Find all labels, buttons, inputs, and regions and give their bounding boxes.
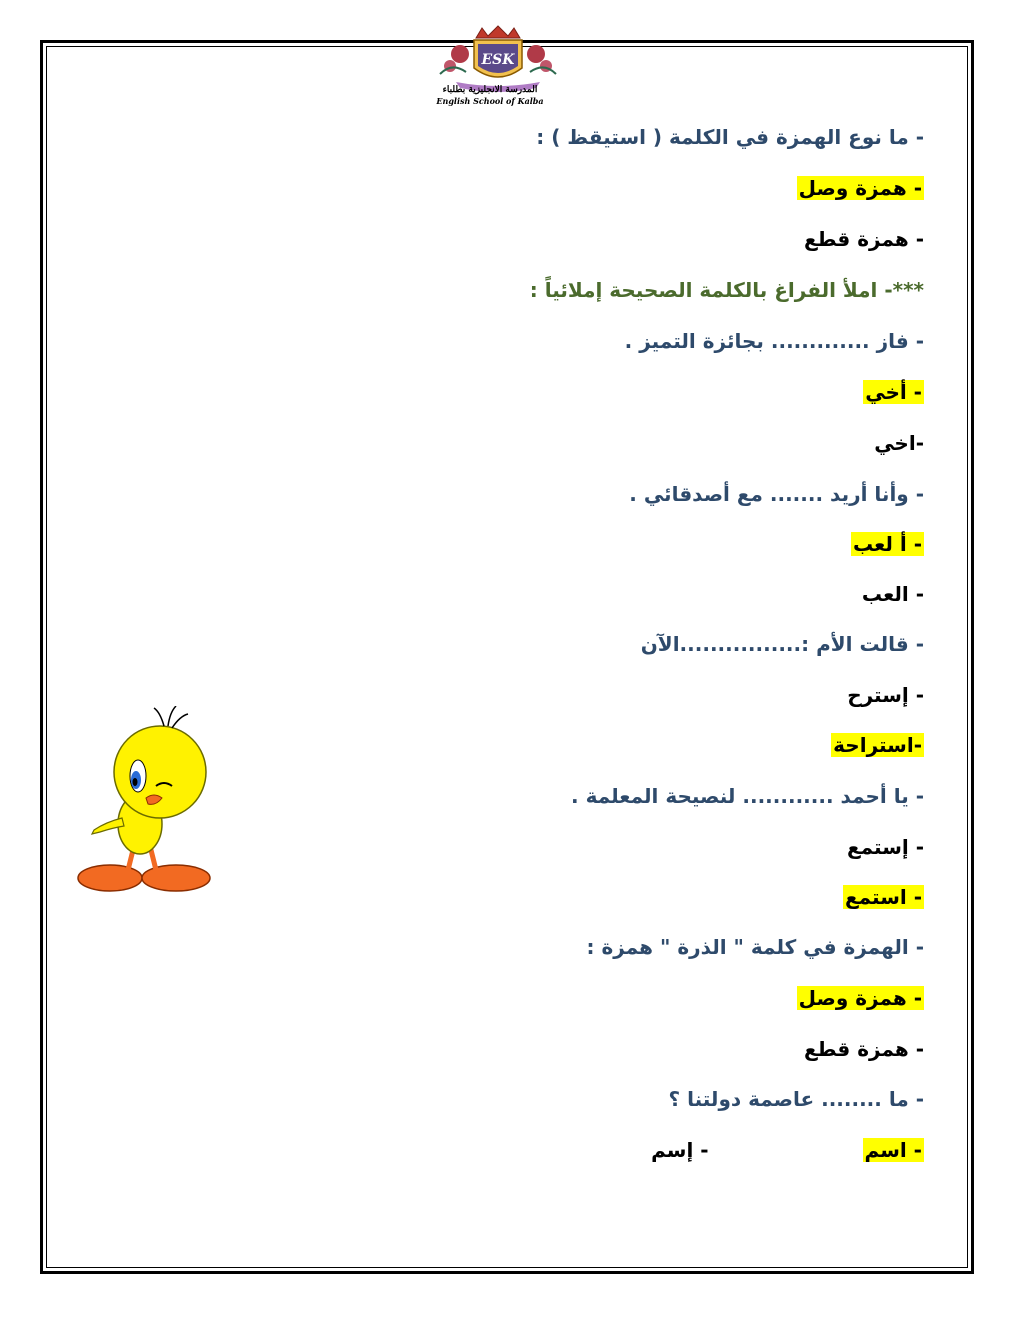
option-a: - اسم [864,1138,922,1162]
line-2: - همزة وصل [798,176,922,200]
tweety-bird-illustration [76,706,216,896]
line-19: - همزة قطع [804,1037,924,1061]
line-5: - فاز ............. بجائزة التميز . [624,329,924,353]
line-20: - ما ........ عاصمة دولتنا ؟ [668,1087,924,1111]
line-11: - قالت الأم :................الآن [640,632,924,656]
line-15: - إستمع [846,835,924,859]
line-6: - أخي [865,380,922,404]
line-16: - استمع [844,885,922,909]
logo-caption-arabic: المدرسة الانجليزية بطلباء [442,85,538,95]
option-b: - إسم [651,1138,709,1162]
line-8: - وأنا أريد ....... مع أصدقائي . [629,482,924,506]
line-4: ***- املأ الفراغ بالكلمة الصحيحة إملائياً : [529,278,924,302]
line-17: - الهمزة في كلمة " الذرة " همزة : [586,935,924,959]
logo-letters: ESK [481,52,515,68]
line-7: -اخي [874,431,924,455]
line-14: - يا أحمد ............ لنصيحة المعلمة . [571,784,924,808]
last-row [651,1136,924,1164]
line-3: - همزة قطع [804,227,924,251]
line-10: - العب [861,582,924,606]
line-12: - إسترح [847,683,924,707]
line-13: -استراحة [833,733,922,757]
logo-caption-english: English School of Kalba [436,96,544,106]
line-9: - أ لعب [852,532,922,556]
line-1: - ما نوع الهمزة في الكلمة ( استيقظ ) : [536,125,924,149]
line-18: - همزة وصل [798,986,922,1010]
